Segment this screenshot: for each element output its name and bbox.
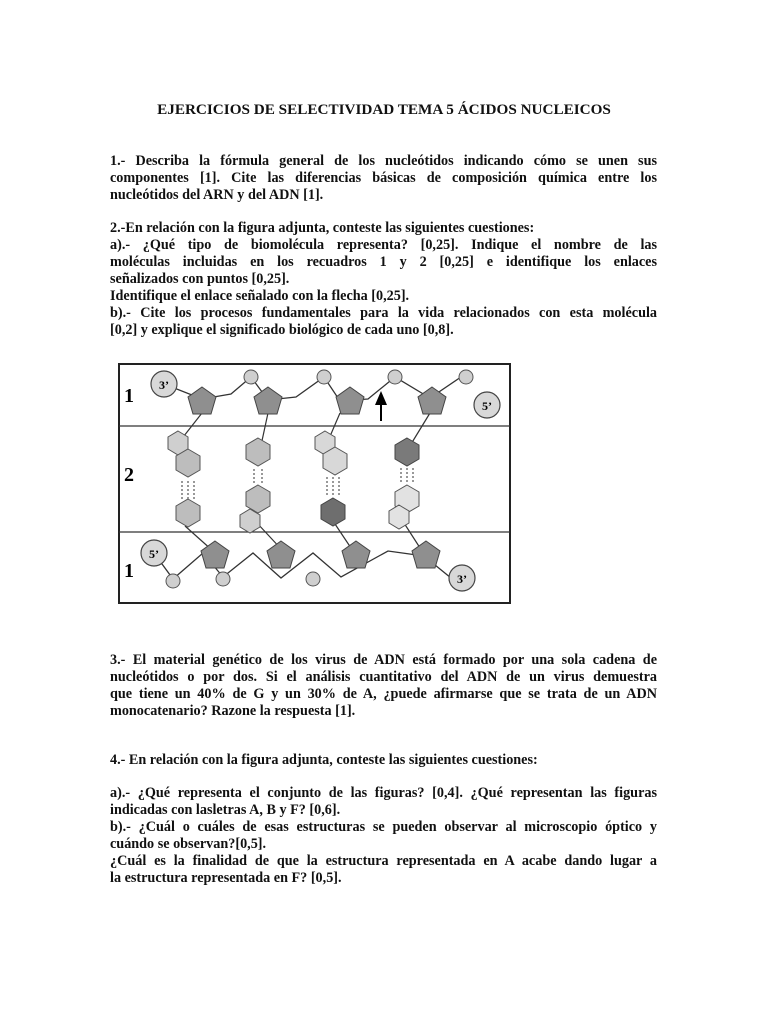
svg-text:3’: 3’ <box>457 572 467 586</box>
box-label: 1 <box>124 385 134 407</box>
q2-line: moléculas incluidas en los recuadros 1 y 2 [0,25] e identifique los enlaces <box>110 254 657 270</box>
end-5prime-bottom <box>141 540 167 566</box>
q3-line: nucleótidos o por dos. Si el análisis cuantitativo del ADN de un virus demuestra <box>110 669 657 685</box>
svg-text:5’: 5’ <box>482 399 492 413</box>
q4-intro: 4.- En relación con la figura adjunta, conteste las siguientes cuestiones: <box>110 752 538 768</box>
q2-line: [0,2] y explique el significado biológico de cada uno [0,8]. <box>110 322 454 338</box>
box-label: 1 <box>124 560 134 582</box>
question-2 <box>110 220 657 339</box>
end-3prime-bottom <box>449 565 475 591</box>
svg-text:3’: 3’ <box>159 378 169 392</box>
q3-line: que tiene un 40% de G y un 30% de A, ¿puede afirmarse que se trata de un ADN <box>110 686 657 702</box>
question-4 <box>110 785 657 887</box>
q2-line: señalizados con puntos [0,25]. <box>110 271 290 287</box>
q4-line: cuándo se observan?[0,5]. <box>110 836 267 852</box>
q2-intro: 2.-En relación con la figura adjunta, conteste las siguientes cuestiones: <box>110 220 535 236</box>
question-3 <box>110 652 657 720</box>
figure-frame <box>119 364 510 603</box>
q2-line: Identifique el enlace señalado con la flecha [0,25]. <box>110 288 410 304</box>
q1-line: nucleótidos del ARN y del ADN [1]. <box>110 187 324 203</box>
q2-line: a).- ¿Qué tipo de biomolécula representa? [0,25]. Indique el nombre de las <box>110 237 657 253</box>
question-4-intro <box>110 752 657 769</box>
q4-line: a).- ¿Qué representa el conjunto de las figuras? [0,4]. ¿Qué representan las figuras <box>110 785 657 801</box>
end-3prime-top <box>151 371 177 397</box>
q1-line: 1.- Describa la fórmula general de los nucleótidos indicando cómo se unen sus <box>110 153 657 169</box>
q1-line: componentes [1]. Cite las diferencias básicas de composición química entre los <box>110 170 657 186</box>
page-title: EJERCICIOS DE SELECTIVIDAD TEMA 5 ÁCIDOS NUCLEICOS <box>157 101 611 118</box>
end-5prime-top <box>474 392 500 418</box>
dna-structure-figure <box>118 363 512 605</box>
q4-line: b).- ¿Cuál o cuáles de esas estructuras se pueden observar al microscopio óptico y <box>110 819 657 835</box>
q3-line: monocatenario? Razone la respuesta [1]. <box>110 703 356 719</box>
box-label: 2 <box>124 464 134 486</box>
q4-line: la estructura representada en F? [0,5]. <box>110 870 342 886</box>
q4-line: ¿Cuál es la finalidad de que la estructura representada en A acabe dando lugar a <box>110 853 657 869</box>
question-1 <box>110 153 657 204</box>
svg-text:5’: 5’ <box>149 547 159 561</box>
q4-line: indicadas con lasletras A, B y F? [0,6]. <box>110 802 341 818</box>
q3-line: 3.- El material genético de los virus de ADN está formado por una sola cadena de <box>110 652 657 668</box>
q2-line: b).- Cite los procesos fundamentales para la vida relacionados con esta molécula <box>110 305 657 321</box>
